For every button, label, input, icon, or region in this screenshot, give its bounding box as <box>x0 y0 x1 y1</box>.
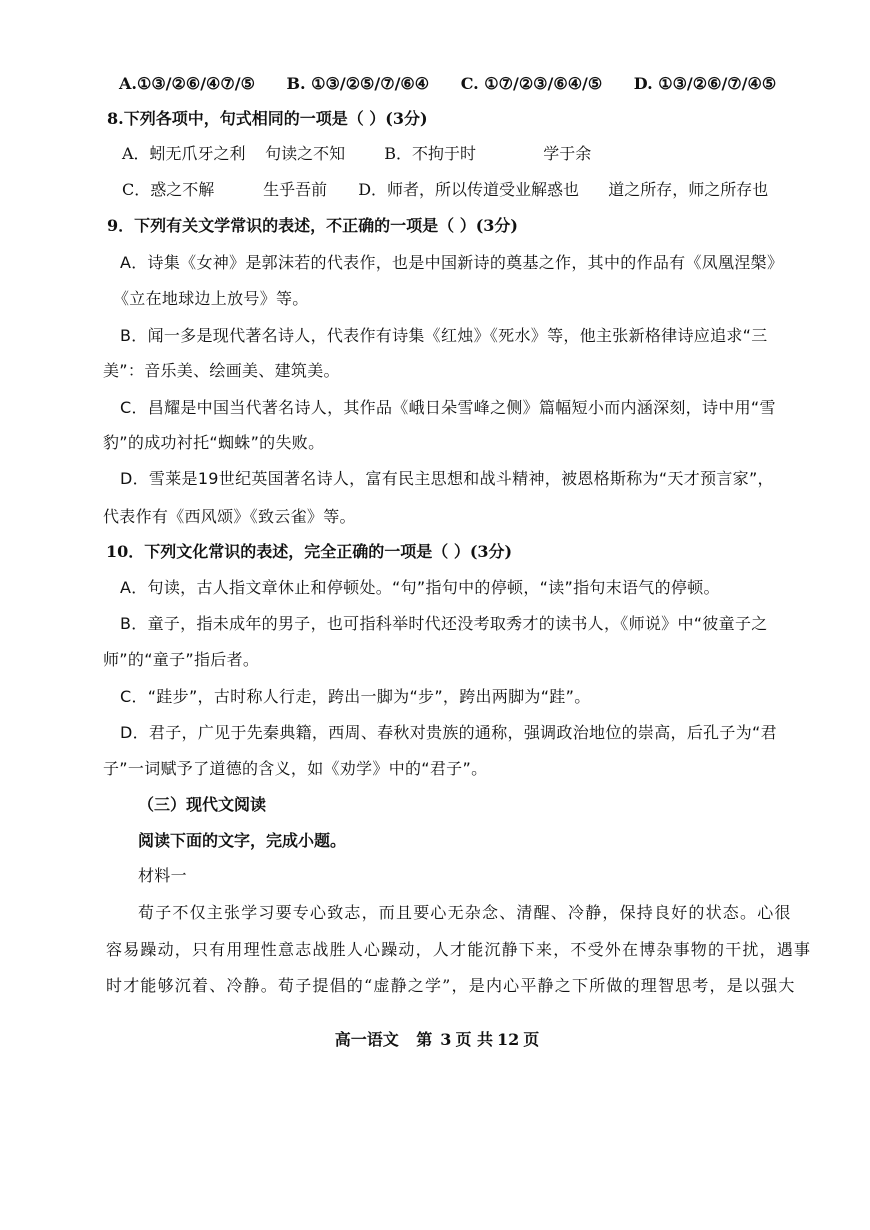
q8-options-cd <box>122 180 768 200</box>
q9-option-b-line1: B．闻一多是现代著名诗人，代表作有诗集《红烛》《死水》等，他主张新格律诗应追求“三 <box>120 326 768 345</box>
q9-option-d-line1: D．雪莱是19世纪英国著名诗人，富有民主思想和战斗精神，被恩格斯称为“天才预言家”， <box>120 469 774 488</box>
material-paragraph-line3: 时才能够沉着、冷静。荀子提倡的“虚静之学”，是内心平静之下所做的理智思考，是以强大 <box>106 976 796 995</box>
q10-option-d-line2: 子”一词赋予了道德的含义，如《劝学》中的“君子”。 <box>103 759 488 778</box>
q7-options-row <box>119 74 776 94</box>
q7-option-d: D. ①③/②⑥/⑦/④⑤ <box>633 74 777 93</box>
footer-page-prefix: 第 <box>416 1030 433 1049</box>
q8-option-c-part2: 生乎吾前 <box>263 180 328 199</box>
q9-option-c-line1: C．昌耀是中国当代著名诗人，其作品《峨日朵雪峰之侧》篇幅短小而内涵深刻，诗中用“雪 <box>120 398 776 417</box>
q9-option-b-line2: 美”：音乐美、绘画美、建筑美。 <box>103 361 340 380</box>
q8-option-b-part2: 学于余 <box>543 144 592 163</box>
q8-option-c-part1: C．惑之不解 <box>122 180 215 199</box>
q8-option-a-part2: 句读之不知 <box>265 144 346 163</box>
section-instruction: 阅读下面的文字，完成小题。 <box>138 831 347 850</box>
q9-stem: 9．下列有关文学常识的表述，不正确的一项是（ ）(3分) <box>107 216 518 235</box>
q8-option-b-part1: B．不拘于时 <box>384 144 476 163</box>
material-label: 材料一 <box>138 866 187 885</box>
q9-option-a-line2: 《立在地球边上放号》等。 <box>113 289 309 308</box>
footer-page-suffix: 页 <box>523 1030 540 1049</box>
q9-option-d-line2: 代表作有《西风颂》《致云雀》等。 <box>103 507 356 526</box>
q10-option-c-line1: C．“跬步”，古时称人行走，跨出一脚为“步”，跨出两脚为“跬”。 <box>120 687 591 706</box>
q8-stem: 8.下列各项中，句式相同的一项是（ ）(3分) <box>107 109 428 128</box>
q8-option-a-part1: A．蚓无爪牙之利 <box>122 144 246 163</box>
q8-option-d-part2: 道之所存，师之所存也 <box>608 180 769 199</box>
q7-option-b: B. ①③/②⑤/⑦/⑥④ <box>286 74 430 93</box>
q10-option-b-line2: 师”的“童子”指后者。 <box>103 650 260 669</box>
page-footer <box>0 1027 870 1050</box>
q10-option-d-line1: D．君子，广见于先秦典籍，西周、春秋对贵族的通称，强调政治地位的崇高，后孔子为“君 <box>120 723 777 742</box>
material-paragraph-line1: 荀子不仅主张学习要专心致志，而且要心无杂念、清醒、冷静，保持良好的状态。心很 <box>138 903 792 922</box>
q10-option-a-line1: A．句读，古人指文章休止和停顿处。“句”指句中的停顿，“读”指句末语气的停顿。 <box>120 578 720 597</box>
q9-option-c-line2: 豹”的成功衬托“蜘蛛”的失败。 <box>103 433 325 452</box>
q7-option-a: A.①③/②⑥/④⑦/⑤ <box>119 74 255 93</box>
q9-option-a-line1: A．诗集《女神》是郭沫若的代表作，也是中国新诗的奠基之作，其中的作品有《凤凰涅槃》 <box>120 253 784 272</box>
q8-options-ab <box>122 144 591 164</box>
footer-subject: 高一语文 <box>334 1030 399 1049</box>
footer-page-number: 3 <box>440 1030 452 1049</box>
material-paragraph-line2: 容易躁动，只有用理性意志战胜人心躁动，人才能沉静下来，不受外在博杂事物的干扰，遇事 <box>106 940 812 959</box>
section-heading: （三）现代文阅读 <box>138 795 267 814</box>
q10-stem: 10．下列文化常识的表述，完全正确的一项是（ ）(3分) <box>106 542 513 561</box>
footer-page-total: 12 <box>497 1030 520 1049</box>
footer-page-mid: 页 共 <box>455 1030 494 1049</box>
q10-option-b-line1: B．童子，指未成年的男子，也可指科举时代还没考取秀才的读书人，《师说》中“彼童子之 <box>120 614 768 633</box>
q8-option-d-part1: D．师者，所以传道受业解惑也 <box>358 180 580 199</box>
q7-option-c: C. ①⑦/②③/⑥④/⑤ <box>460 74 603 93</box>
